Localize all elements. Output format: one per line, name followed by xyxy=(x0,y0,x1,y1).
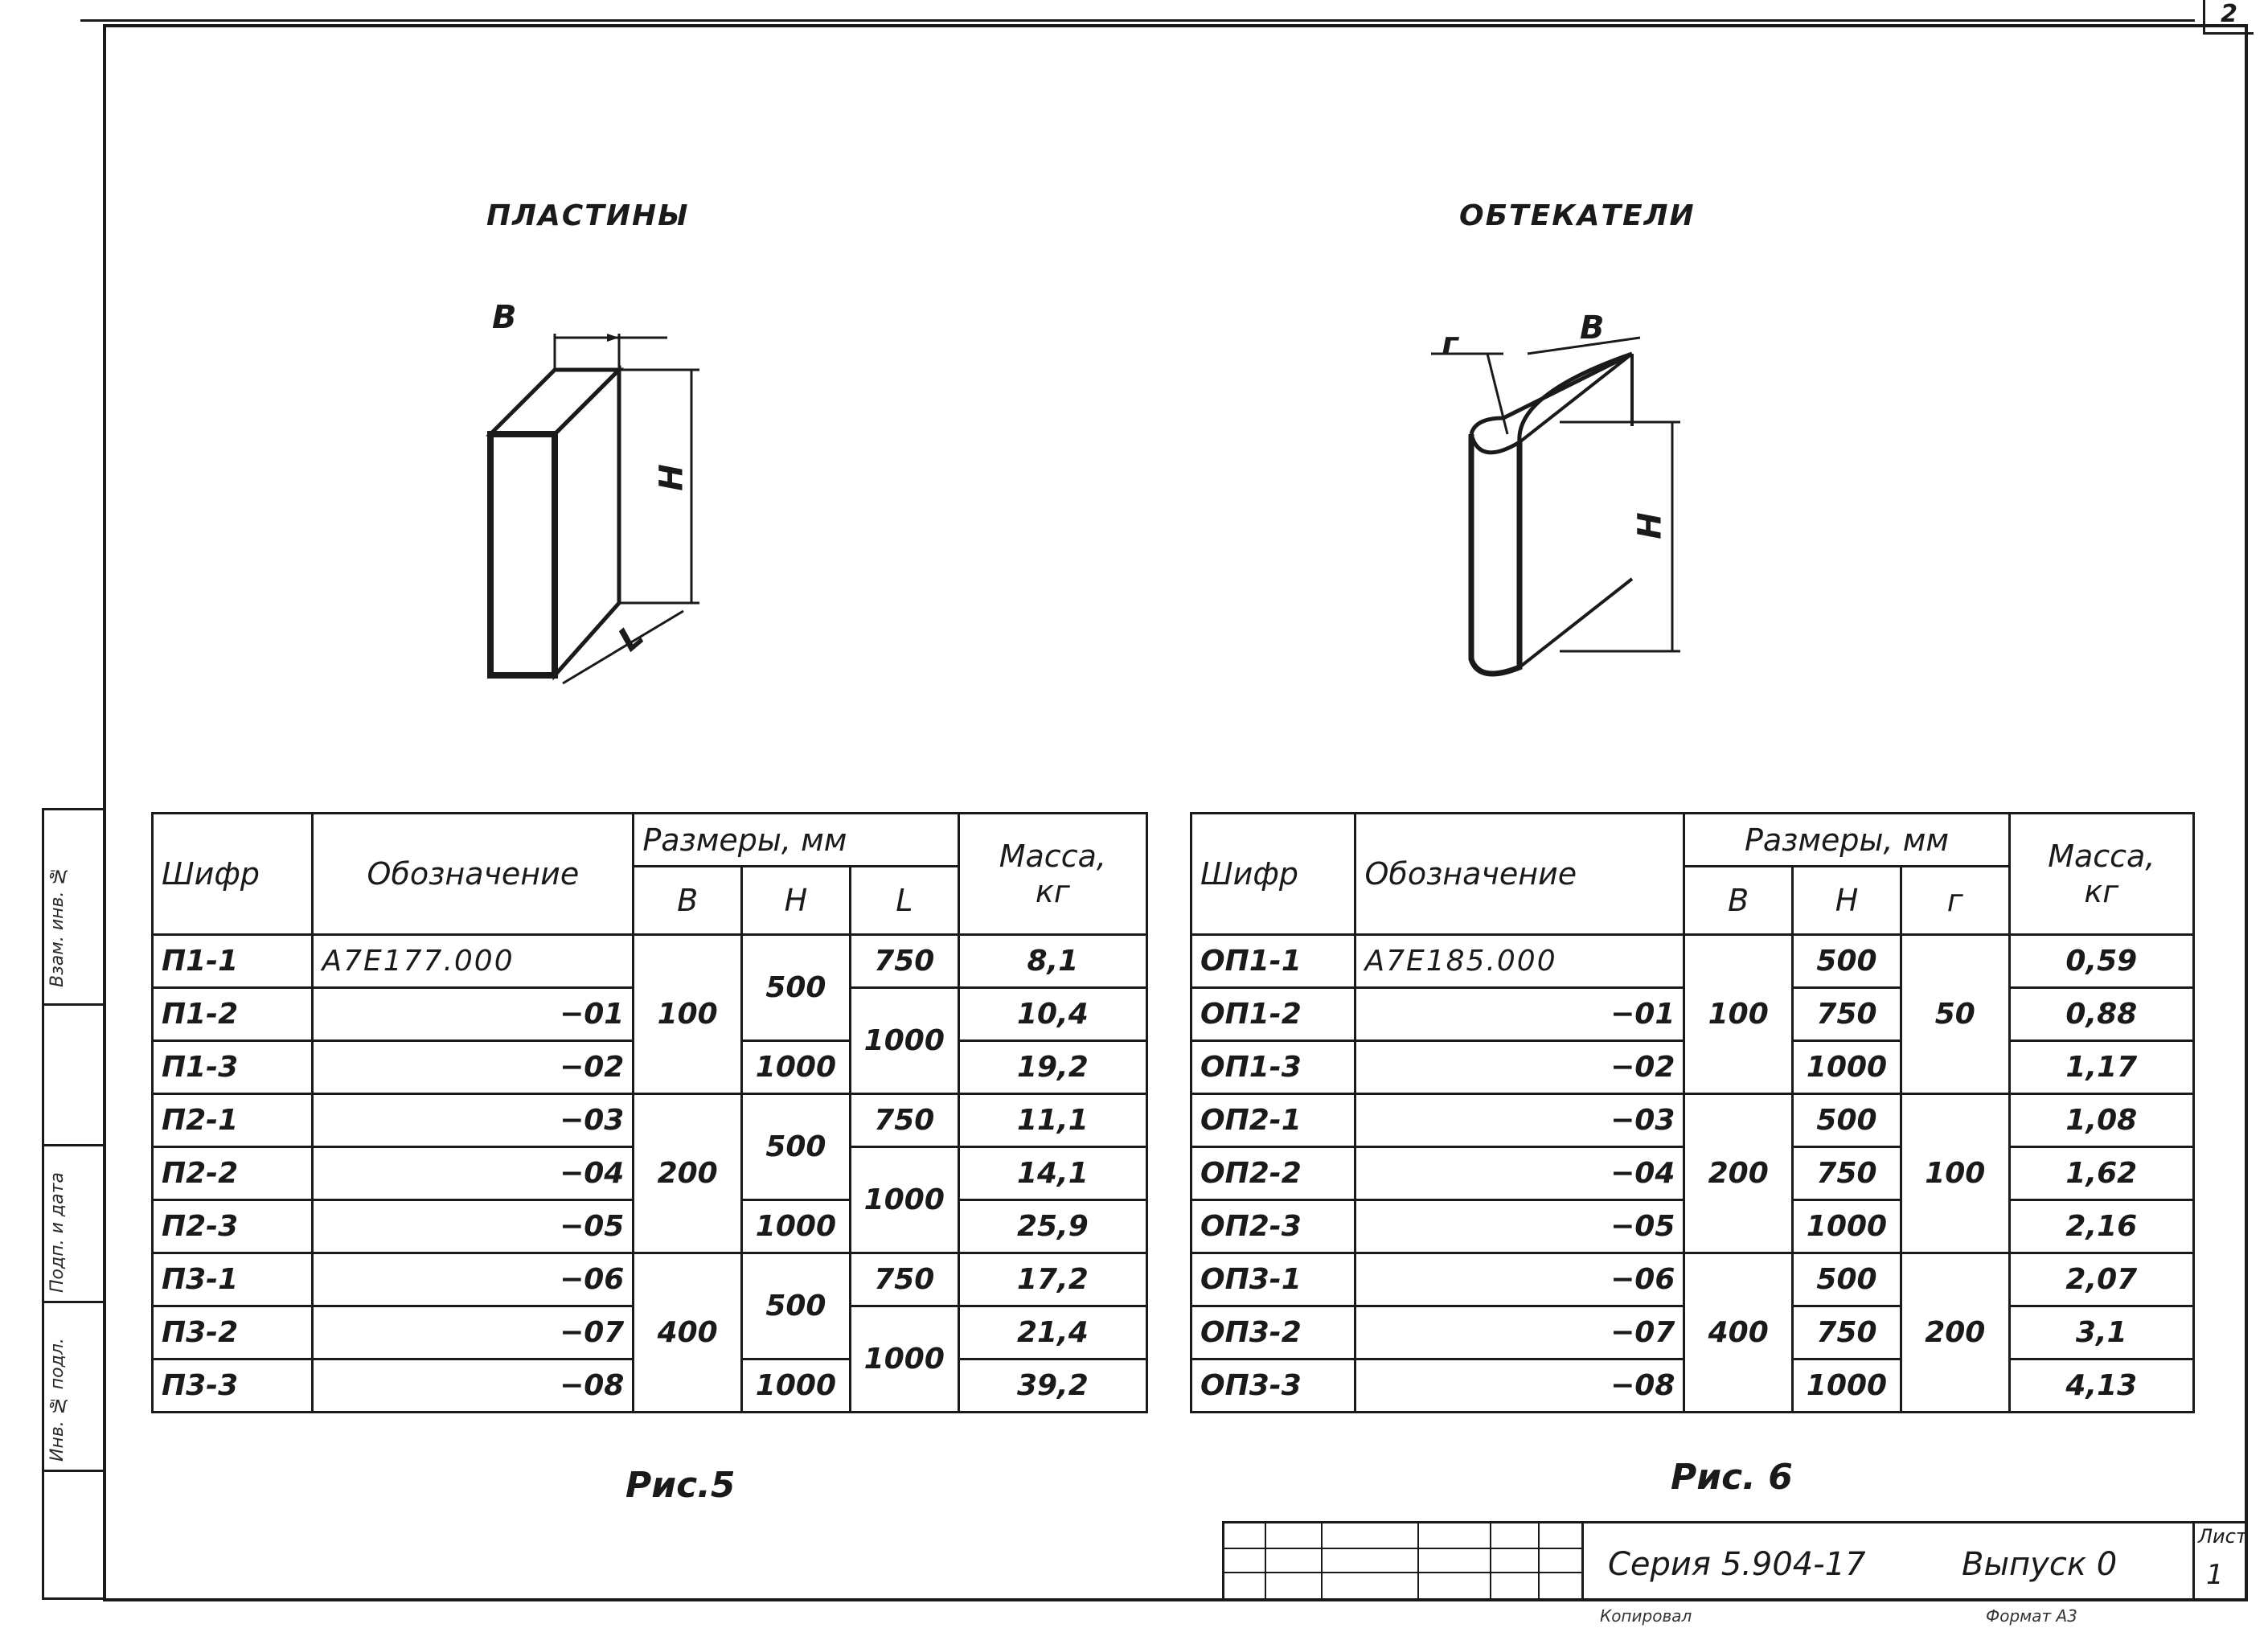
row-designation: −03 xyxy=(313,1094,634,1147)
row-b: 200 xyxy=(1684,1094,1793,1253)
plate-dim-h: Н xyxy=(653,462,691,491)
row-code: П2-3 xyxy=(153,1200,313,1253)
format-label: Формат А3 xyxy=(1986,1606,2077,1626)
row-mass: 10,4 xyxy=(958,988,1146,1041)
row-h: 500 xyxy=(1793,1253,1901,1306)
row-designation: −08 xyxy=(313,1359,634,1413)
row-designation: −05 xyxy=(313,1200,634,1253)
row-b: 400 xyxy=(1684,1253,1793,1413)
row-code: П2-1 xyxy=(153,1094,313,1147)
row-designation: −02 xyxy=(313,1041,634,1094)
top-border-line xyxy=(80,19,2195,22)
row-mass: 17,2 xyxy=(958,1253,1146,1306)
row-h: 500 xyxy=(1793,1094,1901,1147)
mass-unit: кг xyxy=(2084,874,2119,909)
fairing-dim-r: г xyxy=(1442,326,1460,363)
row-r: 200 xyxy=(1901,1253,2009,1413)
col-mass-header xyxy=(958,814,1146,935)
row-mass: 4,13 xyxy=(2009,1359,2193,1413)
row-h: 1000 xyxy=(741,1200,850,1253)
row-designation: −03 xyxy=(1355,1094,1684,1147)
sheet-label: Лист xyxy=(2198,1525,2247,1548)
row-designation: −01 xyxy=(1355,988,1684,1041)
row-r: 100 xyxy=(1901,1094,2009,1253)
row-code: ОП1-1 xyxy=(1191,935,1355,988)
row-b: 200 xyxy=(634,1094,742,1253)
row-code: ОП2-1 xyxy=(1191,1094,1355,1147)
row-designation: −07 xyxy=(1355,1306,1684,1359)
row-mass: 21,4 xyxy=(958,1306,1146,1359)
plates-heading: ПЛАСТИНЫ xyxy=(486,199,690,232)
row-designation: −04 xyxy=(1355,1147,1684,1200)
row-designation: −06 xyxy=(1355,1253,1684,1306)
col-h-header: Н xyxy=(741,867,850,935)
table-row xyxy=(153,1094,1147,1147)
col-designation-header: Обозначение xyxy=(313,814,634,935)
mass-unit: кг xyxy=(1035,874,1070,909)
table-row xyxy=(1191,935,2194,988)
side-stamp-text-1: Взам. инв. № xyxy=(47,865,68,987)
row-h: 750 xyxy=(1793,988,1901,1041)
row-mass: 19,2 xyxy=(958,1041,1146,1094)
row-b: 400 xyxy=(634,1253,742,1413)
row-designation: А7Е177.000 xyxy=(313,935,634,988)
row-h: 500 xyxy=(741,1094,850,1200)
row-h: 750 xyxy=(1793,1306,1901,1359)
table-row xyxy=(1191,1253,2194,1306)
row-l: 1000 xyxy=(850,988,958,1094)
col-b-header: В xyxy=(1684,867,1793,935)
row-h: 500 xyxy=(741,935,850,1041)
row-mass: 3,1 xyxy=(2009,1306,2193,1359)
table-row xyxy=(1191,1094,2194,1147)
col-h-header: Н xyxy=(1793,867,1901,935)
sheet-box xyxy=(2195,1521,2248,1601)
row-b: 100 xyxy=(634,935,742,1094)
title-block xyxy=(1222,1521,2248,1601)
row-mass: 0,59 xyxy=(2009,935,2193,988)
row-designation: А7Е185.000 xyxy=(1355,935,1684,988)
row-l: 750 xyxy=(850,1094,958,1147)
row-code: ОП2-3 xyxy=(1191,1200,1355,1253)
plates-caption: Рис.5 xyxy=(625,1465,736,1506)
mass-label: Масса, xyxy=(999,839,1106,874)
row-code: П1-1 xyxy=(153,935,313,988)
row-mass: 0,88 xyxy=(2009,988,2193,1041)
issue-label: Выпуск 0 xyxy=(1962,1546,2118,1583)
row-h: 1000 xyxy=(741,1041,850,1094)
mass-label: Масса, xyxy=(2048,839,2155,874)
row-r: 50 xyxy=(1901,935,2009,1094)
row-h: 1000 xyxy=(1793,1200,1901,1253)
fairing-dim-b: В xyxy=(1580,310,1606,347)
row-code: П1-2 xyxy=(153,988,313,1041)
row-designation: −05 xyxy=(1355,1200,1684,1253)
row-h: 1000 xyxy=(1793,1041,1901,1094)
side-stamp xyxy=(42,808,103,1600)
col-designation-header: Обозначение xyxy=(1355,814,1684,935)
row-code: П3-1 xyxy=(153,1253,313,1306)
fairing-dim-h: Н xyxy=(1631,511,1669,539)
row-mass: 14,1 xyxy=(958,1147,1146,1200)
row-h: 750 xyxy=(1793,1147,1901,1200)
row-designation: −06 xyxy=(313,1253,634,1306)
row-code: ОП1-3 xyxy=(1191,1041,1355,1094)
fairings-caption: Рис. 6 xyxy=(1671,1457,1793,1498)
sheet-number: 1 xyxy=(2206,1559,2224,1591)
col-sizes-header: Размеры, мм xyxy=(634,814,958,867)
row-mass: 1,17 xyxy=(2009,1041,2193,1094)
fairing-drawing xyxy=(1423,306,1704,691)
col-l-header: L xyxy=(850,867,958,935)
row-h: 1000 xyxy=(1793,1359,1901,1413)
row-code: ОП1-2 xyxy=(1191,988,1355,1041)
row-designation: −07 xyxy=(313,1306,634,1359)
row-code: П1-3 xyxy=(153,1041,313,1094)
row-code: П2-2 xyxy=(153,1147,313,1200)
table-row xyxy=(153,935,1147,988)
fairings-heading: ОБТЕКАТЕЛИ xyxy=(1459,199,1696,232)
fairings-table xyxy=(1190,812,2195,1413)
row-designation: −08 xyxy=(1355,1359,1684,1413)
row-code: П3-2 xyxy=(153,1306,313,1359)
row-mass: 8,1 xyxy=(958,935,1146,988)
row-code: ОП3-2 xyxy=(1191,1306,1355,1359)
row-h: 500 xyxy=(1793,935,1901,988)
row-b: 100 xyxy=(1684,935,1793,1094)
col-b-header: В xyxy=(634,867,742,935)
row-l: 750 xyxy=(850,935,958,988)
plate-dim-b: В xyxy=(492,299,519,336)
col-code-header: Шифр xyxy=(1191,814,1355,935)
col-r-header: г xyxy=(1901,867,2009,935)
series-label: Серия 5.904-17 xyxy=(1608,1546,1866,1583)
row-mass: 1,08 xyxy=(2009,1094,2193,1147)
title-block-main xyxy=(1584,1521,2195,1601)
title-block-grid xyxy=(1222,1521,1584,1601)
row-mass: 2,07 xyxy=(2009,1253,2193,1306)
table-row xyxy=(153,1253,1147,1306)
row-h: 500 xyxy=(741,1253,850,1359)
row-code: ОП3-3 xyxy=(1191,1359,1355,1413)
row-code: ОП2-2 xyxy=(1191,1147,1355,1200)
plate-dim-l: L xyxy=(611,616,653,659)
copied-label: Копировал xyxy=(1600,1606,1692,1626)
row-code: ОП3-1 xyxy=(1191,1253,1355,1306)
corner-number: 2 xyxy=(2221,0,2237,28)
row-designation: −04 xyxy=(313,1147,634,1200)
row-mass: 39,2 xyxy=(958,1359,1146,1413)
row-mass: 25,9 xyxy=(958,1200,1146,1253)
row-l: 750 xyxy=(850,1253,958,1306)
col-code-header: Шифр xyxy=(153,814,313,935)
side-stamp-text-3: Инв. № подл. xyxy=(47,1338,68,1462)
row-designation: −02 xyxy=(1355,1041,1684,1094)
row-designation: −01 xyxy=(313,988,634,1041)
row-l: 1000 xyxy=(850,1147,958,1253)
plates-table xyxy=(151,812,1148,1413)
row-l: 1000 xyxy=(850,1306,958,1413)
row-mass: 11,1 xyxy=(958,1094,1146,1147)
row-code: П3-3 xyxy=(153,1359,313,1413)
col-sizes-header: Размеры, мм xyxy=(1684,814,2009,867)
col-mass-header xyxy=(2009,814,2193,935)
row-mass: 2,16 xyxy=(2009,1200,2193,1253)
row-mass: 1,62 xyxy=(2009,1147,2193,1200)
side-stamp-text-2: Подп. и дата xyxy=(47,1172,68,1293)
row-h: 1000 xyxy=(741,1359,850,1413)
